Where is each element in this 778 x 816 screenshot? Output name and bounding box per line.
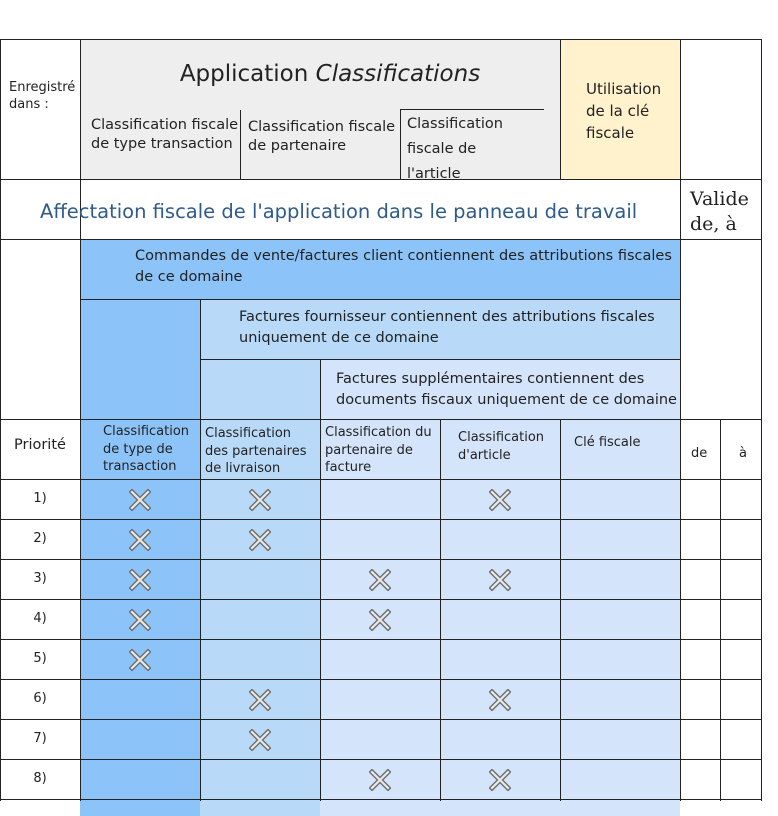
app-title-plain: Application bbox=[179, 61, 316, 87]
x-mark-icon bbox=[488, 688, 512, 712]
x-mark-icon bbox=[488, 488, 512, 512]
additional-domain-text: Factures supplémentaires contiennent des documents fiscaux uniquement de ce domaine bbox=[336, 371, 677, 409]
row-priority-label: 6) bbox=[33, 691, 47, 706]
grid-line bbox=[0, 479, 762, 480]
col-to: à bbox=[739, 446, 747, 461]
x-mark-icon bbox=[128, 608, 152, 632]
header-col-partner: Classification fiscale de partenaire bbox=[248, 119, 396, 154]
grid-line bbox=[680, 39, 681, 801]
tax-key-usage-label: Utilisation de la clé fiscale bbox=[586, 80, 662, 143]
row-priority-label: 4) bbox=[33, 611, 47, 626]
x-mark-icon bbox=[248, 528, 272, 552]
grid-line bbox=[400, 109, 544, 110]
x-mark-icon bbox=[368, 768, 392, 792]
x-mark-icon bbox=[128, 488, 152, 512]
header-col-transaction-type: Classification fiscale de type transaction bbox=[91, 117, 239, 152]
grid-line bbox=[200, 359, 680, 360]
x-mark-icon bbox=[128, 528, 152, 552]
col-article: Classification d'article bbox=[458, 430, 545, 463]
header-col-article-clip bbox=[406, 112, 556, 180]
grid-line bbox=[761, 39, 762, 801]
row-priority-label: 8) bbox=[33, 771, 47, 786]
valid-from-to-label: Valide de, à bbox=[690, 188, 749, 235]
row-priority-label: 5) bbox=[33, 651, 47, 666]
x-mark-icon bbox=[368, 608, 392, 632]
x-mark-icon bbox=[248, 688, 272, 712]
grid-line bbox=[0, 179, 762, 180]
assignment-title: Affectation fiscale de l'application dans le panneau de travail bbox=[40, 200, 638, 223]
grid-line bbox=[0, 419, 762, 420]
grid-line bbox=[440, 419, 441, 801]
x-mark-icon bbox=[248, 488, 272, 512]
grid-line bbox=[560, 419, 561, 801]
app-title bbox=[80, 60, 580, 90]
row-priority-label: 1) bbox=[33, 491, 47, 506]
grid-line bbox=[0, 39, 762, 40]
saved-in-label: Enregistré dans : bbox=[9, 80, 76, 112]
col-delivery-partners: Classification des partenaires de livraison bbox=[205, 426, 307, 477]
grid-line bbox=[400, 110, 401, 180]
x-mark-icon bbox=[248, 728, 272, 752]
x-mark-icon bbox=[128, 648, 152, 672]
col-from: de bbox=[691, 446, 708, 461]
row-priority-label: 3) bbox=[33, 571, 47, 586]
grid-line bbox=[0, 239, 762, 240]
x-mark-icon bbox=[488, 568, 512, 592]
grid-line bbox=[0, 679, 762, 680]
x-mark-icon bbox=[128, 568, 152, 592]
grid-line bbox=[0, 519, 762, 520]
row-priority-label: 7) bbox=[33, 731, 47, 746]
grid-line bbox=[0, 599, 762, 600]
x-mark-icon bbox=[488, 768, 512, 792]
grid-line bbox=[0, 639, 762, 640]
grid-line bbox=[0, 759, 762, 760]
grid-line bbox=[320, 359, 321, 801]
row-priority-label: 2) bbox=[33, 531, 47, 546]
col-transaction-type: Classification de type de transaction bbox=[103, 424, 190, 475]
col-invoice-partner: Classification du partenaire de facture bbox=[325, 425, 432, 476]
grid-line bbox=[0, 39, 1, 801]
grid-line bbox=[0, 799, 762, 800]
grid-line bbox=[0, 559, 762, 560]
sales-domain-text: Commandes de vente/factures client contiennent des attributions fiscales de ce domaine bbox=[135, 248, 672, 286]
col-priority: Priorité bbox=[14, 437, 66, 453]
col-tax-key: Clé fiscale bbox=[574, 435, 641, 450]
grid-line bbox=[0, 719, 762, 720]
grid-line bbox=[80, 299, 680, 300]
header-col-article: Classification fiscale de l'article bbox=[407, 116, 503, 180]
grid-line bbox=[720, 419, 721, 801]
sales-domain-column bbox=[80, 300, 200, 816]
supplier-domain-text: Factures fournisseur contiennent des attributions fiscales uniquement de ce domaine bbox=[239, 309, 655, 347]
app-title-italic: Classifications bbox=[315, 61, 481, 87]
x-mark-icon bbox=[368, 568, 392, 592]
grid-line bbox=[80, 39, 81, 801]
grid-line bbox=[200, 299, 201, 801]
